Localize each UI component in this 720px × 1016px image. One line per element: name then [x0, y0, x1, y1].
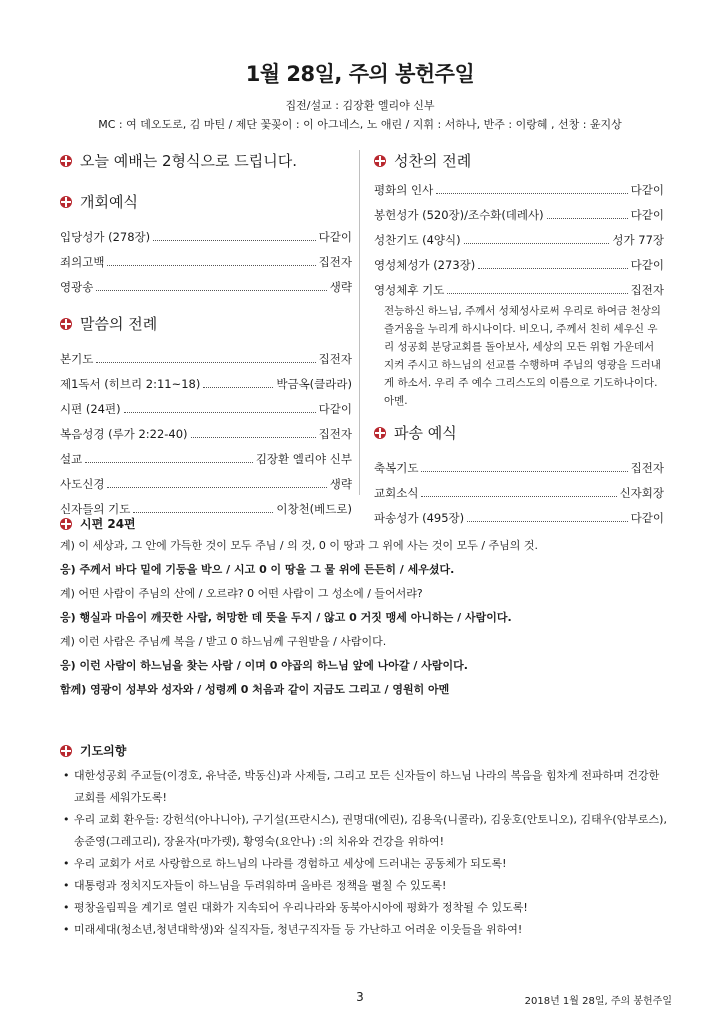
section-title: 성찬의 전례	[394, 152, 472, 170]
psalm-line: 계) 이 세상과, 그 안에 가득한 것이 모두 주님 / 의 것, 0 이 땅과 그 위에 사는 것이 모두 / 주님의 것.	[60, 539, 539, 552]
left-column	[60, 150, 352, 517]
order-label: 복음성경 (루가 2:22-40)	[60, 427, 188, 441]
list-item: • 평창올림픽을 계기로 열린 대화가 지속되어 우리나라와 동북아시아에 평화가 정착될 수 있도록!	[60, 897, 670, 919]
order-label: 파송성가 (495장)	[374, 511, 465, 525]
word-list	[60, 342, 352, 517]
order-label: 입당성가 (278장)	[60, 230, 151, 244]
order-label: 성찬기도 (4양식)	[374, 233, 461, 247]
order-row	[60, 392, 352, 417]
leader-dots	[464, 243, 610, 244]
leader-dots	[421, 471, 627, 472]
section-title: 기도의향	[80, 744, 127, 758]
order-row	[374, 248, 664, 273]
order-row	[374, 451, 664, 476]
list-item: • 우리 교회 환우들: 강헌석(아나니아), 구기설(프란시스), 권명대(에린), 김용욱(니콜라), 김웅호(안토니오), 김태우(암부로스), 송준영(그레고리), 장윤자(마가렛), 황영숙(요안나) :의 치유와 건강을 위하여!	[60, 809, 670, 853]
cross-icon	[60, 196, 72, 208]
order-row	[60, 492, 352, 517]
order-value: 생략	[329, 477, 352, 491]
post-communion-prayer: 전능하신 하느님, 주께서 성체성사로써 우리로 하여금 천상의 즐거움을 누리게 하시나이다. 비오니, 주께서 친히 세우신 우리 성공회 분당교회를 돌아보사, 세상의 모든 위험 가운데서 지켜 주시고 하느님의 선교를 수행하며 주님의 영광을 드러내게 하소서. 우리 주 예수 그리스도의 이름으로 기도하나이다. 아멘.	[384, 305, 661, 407]
list-item: • 대한성공회 주교들(이경호, 유낙준, 박동신)과 사제들, 그리고 모든 신자들이 하느님 나라의 복음을 힘차게 전파하며 건강한 교회를 세워가도록!	[60, 765, 670, 809]
prayer-intentions	[60, 742, 670, 941]
leader-dots	[107, 265, 315, 266]
leader-dots	[85, 462, 253, 463]
order-row	[374, 173, 664, 198]
leader-dots	[436, 193, 627, 194]
order-value: 집전자	[630, 283, 664, 297]
order-row	[374, 198, 664, 223]
section-title: 개회예식	[80, 193, 138, 211]
order-label: 영성체후 기도	[374, 283, 445, 297]
order-value: 신자회장	[619, 486, 664, 500]
order-value: 이창천(베드로)	[276, 502, 352, 516]
order-value: 다같이	[630, 258, 664, 272]
order-label: 신자들의 기도	[60, 502, 131, 516]
psalm-line: 응) 이런 사람이 하느님을 찾는 사람 / 이며 0 야곱의 하느님 앞에 나아갈 / 사람이다.	[60, 659, 468, 672]
leader-dots	[421, 496, 616, 497]
leader-dots	[153, 240, 316, 241]
order-label: 봉헌성가 (520장)/조수화(데레사)	[374, 208, 544, 222]
psalm-section	[60, 515, 670, 702]
order-label: 설교	[60, 452, 83, 466]
order-value: 성가 77장	[612, 233, 664, 247]
section-heading-word	[60, 313, 352, 334]
intentions-list	[60, 765, 670, 941]
psalm-line: 계) 어떤 사람이 주님의 산에 / 오르랴? 0 어떤 사람이 그 성소에 / 들어서랴?	[60, 587, 423, 600]
order-value: 다같이	[630, 208, 664, 222]
order-value: 집전자	[318, 427, 352, 441]
roles-line: MC : 여 데오도로, 김 마틴 / 제단 꽃꽂이 : 이 아그네스, 노 애린 / 지휘 : 서하나, 반주 : 이랑혜 , 선창 : 윤지상	[98, 118, 622, 131]
order-value: 박금옥(클라라)	[276, 377, 352, 391]
cross-icon	[60, 518, 72, 530]
leader-dots	[96, 362, 315, 363]
leader-dots	[447, 293, 627, 294]
cross-icon	[60, 745, 72, 757]
order-label: 축복기도	[374, 461, 419, 475]
section-title: 말씀의 전례	[80, 315, 158, 333]
leader-dots	[96, 290, 326, 291]
intentions-heading	[60, 742, 670, 759]
order-label: 평화의 인사	[374, 183, 434, 197]
psalm-heading	[60, 515, 670, 532]
section-title: 시편 24편	[80, 517, 136, 531]
order-label: 시편 (24편)	[60, 402, 121, 416]
order-row	[60, 220, 352, 245]
order-row	[60, 417, 352, 442]
section-title: 파송 예식	[394, 424, 457, 442]
eucharist-list	[374, 173, 664, 298]
leader-dots	[107, 487, 326, 488]
leader-dots	[547, 218, 628, 219]
order-row	[60, 442, 352, 467]
order-label: 교회소식	[374, 486, 419, 500]
list-item: • 미래세대(청소년,청년대학생)와 실직자들, 청년구직자들 등 가난하고 어려운 이웃들을 위하여!	[60, 919, 670, 941]
cross-icon	[60, 155, 72, 167]
leader-dots	[203, 387, 273, 388]
order-row	[60, 467, 352, 492]
order-row	[60, 245, 352, 270]
order-row	[60, 367, 352, 392]
order-value: 생략	[329, 280, 352, 294]
order-row	[60, 342, 352, 367]
column-divider	[359, 150, 360, 495]
leader-dots	[133, 512, 273, 513]
order-value: 집전자	[630, 461, 664, 475]
right-column	[374, 150, 664, 526]
psalm-line: 함께) 영광이 성부와 성자와 / 성령께 0 처음과 같이 지금도 그리고 / 영원히 아멘	[60, 683, 450, 696]
list-item: • 대통령과 정치지도자들이 하느님을 두려워하며 올바른 정책을 펼칠 수 있도록!	[60, 875, 670, 897]
leader-dots	[478, 268, 627, 269]
psalm-line: 계) 이런 사람은 주님께 복을 / 받고 0 하느님께 구원받을 / 사람이다.	[60, 635, 387, 648]
psalm-line: 응) 행실과 마음이 깨끗한 사람, 허망한 데 뜻을 두지 / 않고 0 거짓 맹세 아니하는 / 사람이다.	[60, 611, 512, 624]
order-row	[374, 223, 664, 248]
officiants-line: 집전/설교 : 김장환 엘리야 신부	[285, 99, 435, 112]
order-value: 김장환 엘리야 신부	[255, 452, 352, 466]
order-value: 다같이	[318, 402, 352, 416]
notice-heading	[60, 150, 352, 171]
list-item: • 우리 교회가 서로 사랑함으로 하느님의 나라를 경험하고 세상에 드러내는 공동체가 되도록!	[60, 853, 670, 875]
order-row	[374, 273, 664, 298]
order-value: 다같이	[630, 511, 664, 525]
order-label: 영성체성가 (273장)	[374, 258, 476, 272]
cross-icon	[374, 155, 386, 167]
order-label: 영광송	[60, 280, 94, 294]
order-row	[60, 270, 352, 295]
footer-date: 2018년 1월 28일, 주의 봉헌주일	[524, 996, 672, 1007]
section-heading-eucharist	[374, 150, 664, 171]
order-label: 본기도	[60, 352, 94, 366]
section-heading-dismissal	[374, 422, 664, 443]
notice-text: 오늘 예배는 2형식으로 드립니다.	[80, 152, 297, 170]
page-title: 1월 28일, 주의 봉헌주일	[245, 62, 475, 86]
order-label: 사도신경	[60, 477, 105, 491]
section-heading-opening	[60, 191, 352, 212]
order-label: 제1독서 (히브리 2:11~18)	[60, 377, 201, 391]
order-value: 다같이	[630, 183, 664, 197]
page-number: 3	[356, 990, 364, 1004]
order-label: 죄의고백	[60, 255, 105, 269]
order-value: 집전자	[318, 352, 352, 366]
leader-dots	[124, 412, 316, 413]
order-row	[374, 476, 664, 501]
psalm-line: 응) 주께서 바다 밑에 기둥을 박으 / 시고 0 이 땅을 그 물 위에 든든히 / 세우셨다.	[60, 563, 455, 576]
order-value: 다같이	[318, 230, 352, 244]
cross-icon	[60, 318, 72, 330]
leader-dots	[191, 437, 316, 438]
order-value: 집전자	[318, 255, 352, 269]
opening-list	[60, 220, 352, 295]
cross-icon	[374, 427, 386, 439]
